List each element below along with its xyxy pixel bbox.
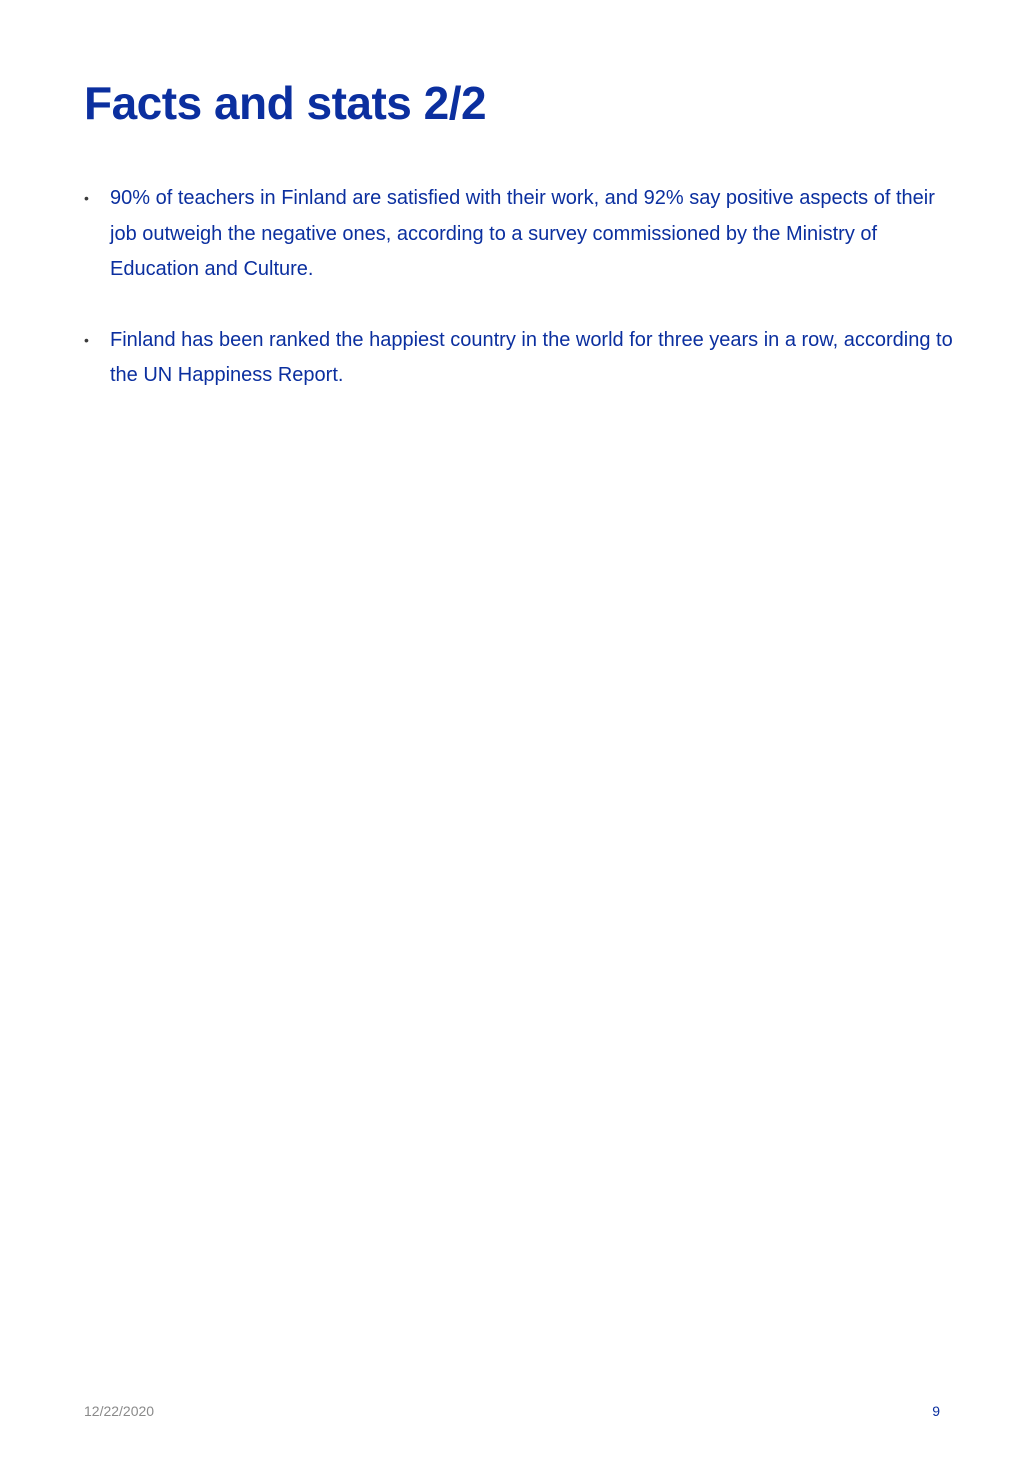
page-title: Facts and stats 2/2 <box>84 77 487 129</box>
bullet-item-teachers <box>84 181 964 288</box>
bullet-list <box>84 181 964 429</box>
page-number: 9 <box>932 1403 940 1419</box>
bullet-item-happiness <box>84 323 964 394</box>
footer-date: 12/22/2020 <box>84 1403 155 1419</box>
bullet-icon: • <box>84 331 89 348</box>
bullet-text: 90% of teachers in Finland are satisfied with their work, and 92% say positive aspects of their job outweigh the negative ones, according to a survey commissioned by the Ministry of Education and Culture. <box>110 187 935 280</box>
bullet-text: Finland has been ranked the happiest country in the world for three years in a row, according to the UN Happiness Report. <box>110 328 953 386</box>
bullet-icon: • <box>84 190 89 206</box>
